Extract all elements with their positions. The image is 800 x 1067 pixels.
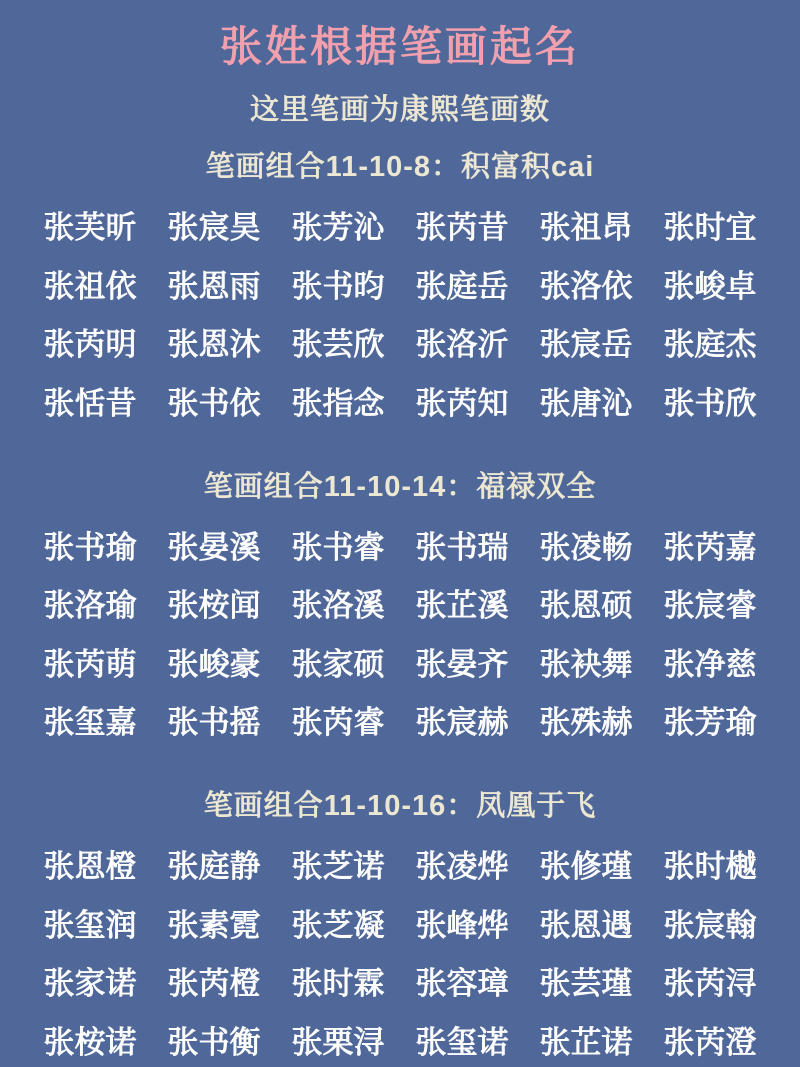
name-item: 张书摇 (167, 705, 261, 741)
name-item: 张桉闻 (167, 588, 261, 624)
name-item: 张殊赫 (539, 705, 633, 741)
section-header: 笔画组合11-10-8：积富积cai (205, 151, 595, 183)
name-item: 张书睿 (291, 529, 385, 565)
name-item: 张祖昂 (539, 210, 633, 245)
name-item: 张素霓 (167, 907, 261, 943)
name-item: 张祖依 (43, 268, 137, 304)
name-item: 张庭静 (167, 849, 261, 885)
name-item: 张恩沐 (167, 327, 261, 363)
name-item: 张袂舞 (539, 646, 633, 682)
name-item: 张指念 (291, 385, 385, 421)
name-item: 张书瑞 (415, 529, 509, 565)
name-item: 张容璋 (415, 966, 509, 1002)
stroke-section (0, 464, 800, 742)
name-item: 张凌烨 (415, 849, 509, 885)
name-item: 张芮明 (43, 327, 137, 363)
name-item: 张栗浔 (291, 1025, 385, 1061)
name-item: 张芮睿 (291, 705, 385, 741)
name-item: 张修瑾 (539, 849, 633, 885)
name-item: 张芮浔 (663, 966, 757, 1002)
name-item: 张洛瑜 (43, 588, 137, 624)
name-item: 张芝凝 (291, 907, 385, 943)
name-item: 张家诺 (43, 966, 137, 1002)
name-item: 张时霖 (291, 966, 385, 1002)
name-item: 张洛依 (539, 268, 633, 304)
name-item: 张恩遇 (539, 907, 633, 943)
name-item: 张峻卓 (663, 268, 757, 304)
name-item: 张恬昔 (43, 385, 137, 421)
page-title: 张姓根据笔画起名 (219, 23, 580, 70)
name-item: 张晏齐 (415, 646, 509, 682)
name-item: 张恩橙 (43, 849, 137, 885)
sections-container (0, 144, 800, 1061)
name-item: 张宸昊 (167, 210, 261, 245)
name-item: 张芷诺 (539, 1025, 633, 1061)
names-grid (28, 210, 772, 422)
name-item: 张芮嘉 (663, 529, 757, 565)
name-item: 张峻豪 (167, 646, 261, 682)
stroke-section (0, 783, 800, 1061)
name-item: 张芸瑾 (539, 966, 633, 1002)
name-item: 张芮橙 (167, 966, 261, 1002)
name-item: 张宸睿 (663, 588, 757, 624)
name-item: 张凌畅 (539, 529, 633, 565)
name-item: 张宸岳 (539, 327, 633, 363)
name-item: 张唐沁 (539, 385, 633, 421)
name-item: 张玺嘉 (43, 705, 137, 741)
name-item: 张芮昔 (415, 210, 509, 245)
name-item: 张书欣 (663, 385, 757, 421)
name-item: 张洛溪 (291, 588, 385, 624)
name-item: 张芳瑜 (663, 705, 757, 741)
page-subtitle: 这里笔画为康熙笔画数 (249, 94, 550, 126)
name-item: 张恩雨 (167, 268, 261, 304)
name-item: 张洛沂 (415, 327, 509, 363)
name-item: 张家硕 (291, 646, 385, 682)
name-item: 张宸翰 (663, 907, 757, 943)
name-item: 张恩硕 (539, 588, 633, 624)
name-item: 张桉诺 (43, 1025, 137, 1061)
names-grid (28, 530, 772, 742)
stroke-section (0, 144, 800, 422)
name-item: 张芮萌 (43, 646, 137, 682)
name-item: 张净慈 (663, 646, 757, 682)
name-item: 张芙昕 (43, 210, 137, 245)
name-item: 张宸赫 (415, 705, 509, 741)
name-item: 张书衡 (167, 1025, 261, 1061)
name-item: 张庭岳 (415, 268, 509, 304)
name-item: 张芷溪 (415, 588, 509, 624)
name-item: 张书昀 (291, 268, 385, 304)
name-item: 张时樾 (663, 849, 757, 885)
section-header: 笔画组合11-10-16：凤凰于飞 (203, 790, 597, 823)
section-header: 笔画组合11-10-14：福禄双全 (203, 470, 597, 503)
name-item: 张庭杰 (663, 327, 757, 363)
name-item: 张时宜 (663, 210, 757, 245)
name-item: 张芸欣 (291, 327, 385, 363)
name-item: 张晏溪 (167, 529, 261, 565)
name-item: 张玺诺 (415, 1025, 509, 1061)
name-item: 张芳沁 (291, 210, 385, 245)
name-item: 张芮知 (415, 385, 509, 421)
names-grid (28, 849, 772, 1061)
name-item: 张玺润 (43, 907, 137, 943)
name-item: 张芮澄 (663, 1025, 757, 1061)
name-item: 张峰烨 (415, 907, 509, 943)
name-item: 张书瑜 (43, 529, 137, 565)
name-item: 张书依 (167, 385, 261, 421)
name-item: 张芝诺 (291, 849, 385, 885)
